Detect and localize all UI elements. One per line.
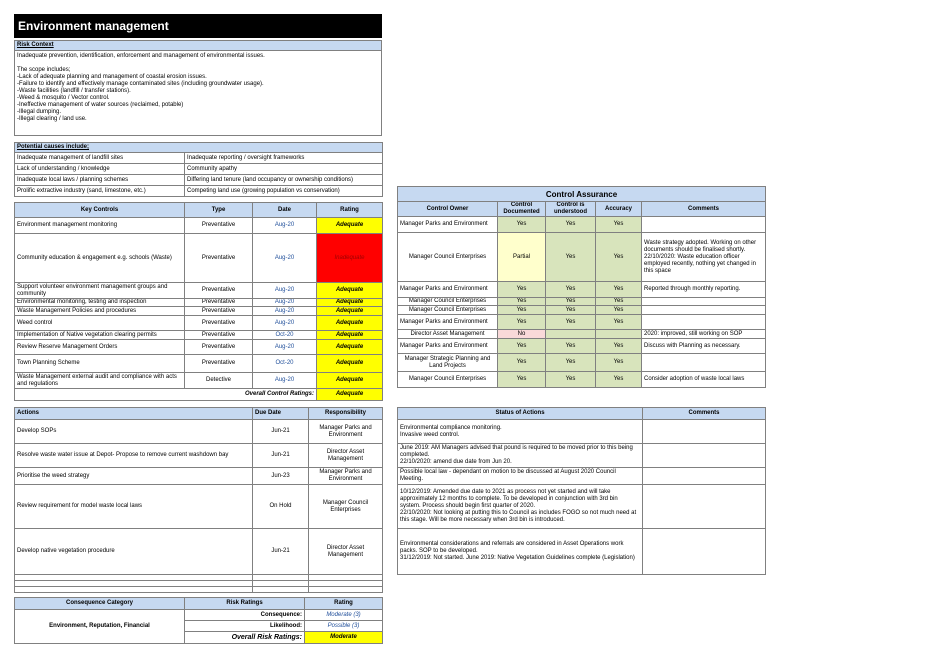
kc-name: Weed control (15, 316, 185, 331)
kc-date: Aug-20 (253, 283, 317, 299)
due-date-header: Due Date (253, 408, 309, 420)
status-header: Status of Actions (398, 408, 643, 420)
causes-table (14, 142, 383, 197)
ca-owner: Manager Strategic Planning and Land Projects (398, 354, 498, 372)
ca-owner: Manager Parks and Environment (398, 282, 498, 298)
kc-rating: Adequate (317, 355, 383, 373)
table-row (398, 354, 766, 372)
kc-rating: Adequate (317, 316, 383, 331)
consequence-category-header: Consequence Category (15, 598, 185, 610)
ca-comment (642, 315, 766, 330)
ca-accuracy: Yes (596, 354, 642, 372)
ca-documented: Yes (498, 298, 546, 306)
table-row (15, 234, 383, 283)
action-due: On Hold (253, 485, 309, 529)
table-row (398, 372, 766, 388)
ca-accuracy: Yes (596, 298, 642, 306)
kc-rating: Adequate (317, 299, 383, 307)
causes-label: Potential causes include; (15, 143, 383, 153)
table-row (398, 282, 766, 298)
ca-comment (642, 306, 766, 315)
kc-name: Waste Management Policies and procedures (15, 307, 185, 316)
ca-owner: Manager Council Enterprises (398, 306, 498, 315)
ca-comment: Waste strategy adopted. Working on other documents should be finalised shortly. 22/10/2020: Waste education officer employed recently, nothing yet changed in this space (642, 233, 766, 282)
kc-type: Detective (185, 373, 253, 389)
consequence-value: Moderate (3) (305, 610, 383, 621)
overall-risk-value: Moderate (305, 632, 383, 644)
cause-cell: Prolific extractive industry (sand, limestone, etc.) (15, 186, 185, 197)
control-assurance-title: Control Assurance (398, 187, 766, 202)
action-responsibility: Director Asset Management (309, 529, 383, 575)
action-due: Jun-21 (253, 529, 309, 575)
kc-date: Aug-20 (253, 234, 317, 283)
consequence-label: Consequence: (255, 610, 305, 621)
ca-understood: Yes (546, 233, 596, 282)
likelihood-label: Likelihood: (255, 621, 305, 632)
action-due: Jun-23 (253, 468, 309, 485)
action-responsibility: Manager Parks and Environment (309, 420, 383, 444)
risk-ratings-header: Risk Ratings (185, 598, 305, 610)
overall-control-value: Adequate (317, 389, 383, 401)
kc-type: Preventative (185, 299, 253, 307)
cause-cell: Inadequate local laws / planning schemes (15, 175, 185, 186)
cause-cell: Community apathy (185, 164, 383, 175)
ca-documented: Yes (498, 372, 546, 388)
ca-understood: Yes (546, 339, 596, 354)
kc-rating: Adequate (317, 283, 383, 299)
ca-accuracy: Yes (596, 233, 642, 282)
kc-rating: Inadequate (317, 234, 383, 283)
ca-comment: Reported through monthly reporting. (642, 282, 766, 298)
table-row (15, 340, 383, 355)
ca-accuracy: Yes (596, 339, 642, 354)
kc-name: Support volunteer environment management groups and community (15, 283, 185, 299)
table-row (398, 420, 766, 444)
ca-accuracy: Yes (596, 282, 642, 298)
ca-documented: Yes (498, 315, 546, 330)
kc-date: Aug-20 (253, 299, 317, 307)
table-row (398, 485, 766, 529)
actions-header: Actions (15, 408, 253, 420)
ca-comment: Consider adoption of waste local laws (642, 372, 766, 388)
cause-cell: Inadequate management of landfill sites (15, 153, 185, 164)
action-text: Develop native vegetation procedure (15, 529, 253, 575)
ca-owner: Manager Parks and Environment (398, 217, 498, 233)
ca-header-comments: Comments (642, 202, 766, 217)
status-of-actions-table (397, 407, 766, 575)
table-row (15, 468, 383, 485)
kc-type: Preventative (185, 218, 253, 234)
actions-table (14, 407, 383, 593)
table-row (15, 299, 383, 307)
kc-type: Preventative (185, 355, 253, 373)
action-responsibility: Director Asset Management (309, 444, 383, 468)
action-due: Jun-21 (253, 420, 309, 444)
kc-rating: Adequate (317, 373, 383, 389)
kc-date: Oct-20 (253, 331, 317, 340)
kc-rating: Adequate (317, 218, 383, 234)
table-row (15, 355, 383, 373)
ca-accuracy: Yes (596, 372, 642, 388)
consequence-category: Environment, Reputation, Financial (15, 610, 185, 644)
ca-comment (642, 354, 766, 372)
cause-cell: Inadequate reporting / oversight frameworks (185, 153, 383, 164)
table-row (15, 307, 383, 316)
kc-type: Preventative (185, 340, 253, 355)
table-row (15, 420, 383, 444)
ca-header-accuracy: Accuracy (596, 202, 642, 217)
kc-name: Waste Management external audit and compliance with acts and regulations (15, 373, 185, 389)
ca-understood (546, 330, 596, 339)
action-responsibility: Manager Parks and Environment (309, 468, 383, 485)
ca-accuracy: Yes (596, 315, 642, 330)
ca-accuracy (596, 330, 642, 339)
cause-cell: Lack of understanding / knowledge (15, 164, 185, 175)
ca-owner: Manager Parks and Environment (398, 339, 498, 354)
table-row (15, 444, 383, 468)
ca-header-owner: Control Owner (398, 202, 498, 217)
risk-context-text: Inadequate prevention, identification, enforcement and management of environmental issues. The scope includes; -Lack of adequate planning and management of coastal erosion issues. -Failure to identify and effectively manage contaminated sites (including groundwater usage). -Waste facilities (landfill / transfer stations). -Weed & mosquito / Vector control. -Ineffective management of water sources (reclaimed, potable) -Illegal dumping. -Illegal clearing / land use. (15, 51, 382, 136)
ca-understood: Yes (546, 315, 596, 330)
kc-name: Implementation of Native vegetation clearing permits (15, 331, 185, 340)
ca-documented: No (498, 330, 546, 339)
table-row (15, 283, 383, 299)
table-row (15, 218, 383, 234)
key-controls-table (14, 202, 383, 401)
kc-date: Oct-20 (253, 355, 317, 373)
action-responsibility: Manager Council Enterprises (309, 485, 383, 529)
ca-comment (642, 298, 766, 306)
ca-understood: Yes (546, 298, 596, 306)
table-row (15, 485, 383, 529)
kc-rating: Adequate (317, 307, 383, 316)
overall-risk-label: Overall Risk Ratings: (185, 632, 305, 644)
kc-header-date: Date (253, 203, 317, 218)
table-row (398, 306, 766, 315)
table-row (15, 316, 383, 331)
table-row (398, 217, 766, 233)
risk-context-table (14, 40, 382, 136)
kc-name: Town Planning Scheme (15, 355, 185, 373)
cause-cell: Competing land use (growing population vs conservation) (185, 186, 383, 197)
status-text: Environmental considerations and referrals are considered in Asset Operations work packs. SOP to be developed. 31/12/2019: Not started. June 2019: Native Vegetation Guidelines complete (Legislation) (398, 529, 643, 575)
ca-documented: Yes (498, 282, 546, 298)
table-row (15, 529, 383, 575)
ca-owner: Manager Council Enterprises (398, 372, 498, 388)
table-row (398, 468, 766, 485)
ca-understood: Yes (546, 282, 596, 298)
ca-documented: Yes (498, 306, 546, 315)
consequence-table (14, 597, 383, 644)
ca-accuracy: Yes (596, 217, 642, 233)
status-comments-header: Comments (643, 408, 766, 420)
kc-name: Community education & engagement e.g. schools (Waste) (15, 234, 185, 283)
kc-rating: Adequate (317, 331, 383, 340)
action-text: Develop SOPs (15, 420, 253, 444)
kc-type: Preventative (185, 331, 253, 340)
ca-understood: Yes (546, 354, 596, 372)
kc-date: Aug-20 (253, 307, 317, 316)
action-text: Resolve waste water issue at Depot- Propose to remove current washdown bay (15, 444, 253, 468)
page-title: Environment management (14, 14, 382, 38)
table-row (15, 587, 383, 593)
action-text: Review requirement for model waste local laws (15, 485, 253, 529)
status-text: Possible local law - dependant on motion to be discussed at August 2020 Council Meeting. (398, 468, 643, 485)
table-row (398, 444, 766, 468)
ca-owner: Director Asset Management (398, 330, 498, 339)
cause-cell: Differing land tenure (land occupancy or ownership conditions) (185, 175, 383, 186)
table-row (398, 298, 766, 306)
kc-type: Preventative (185, 307, 253, 316)
table-row (398, 330, 766, 339)
action-text: Prioritise the weed strategy (15, 468, 253, 485)
ca-comment (642, 217, 766, 233)
ca-understood: Yes (546, 306, 596, 315)
ca-documented: Partial (498, 233, 546, 282)
ca-owner: Manager Council Enterprises (398, 233, 498, 282)
status-text: Environmental compliance monitoring. Invasive weed control. (398, 420, 643, 444)
status-text: 10/12/2019: Amended due date to 2021 as process not yet started and will take approximately 12 months to complete. To be developed in conjunction with 3rd bin system. Process should begin first quarter of 2020. 22/10/2020: Not looking at putting this to Council as includes FOGO so not much need at this stage. Will be more necessary when 3rd bin is introduced. (398, 485, 643, 529)
table-row (398, 315, 766, 330)
table-row (398, 233, 766, 282)
ca-documented: Yes (498, 339, 546, 354)
kc-date: Aug-20 (253, 373, 317, 389)
kc-type: Preventative (185, 316, 253, 331)
kc-date: Aug-20 (253, 340, 317, 355)
ca-owner: Manager Council Enterprises (398, 298, 498, 306)
table-row (15, 331, 383, 340)
overall-control-label: Overall Control Ratings: (15, 389, 317, 401)
kc-name: Environment management monitoring (15, 218, 185, 234)
kc-header-controls: Key Controls (15, 203, 185, 218)
kc-header-type: Type (185, 203, 253, 218)
control-assurance-table (397, 186, 766, 388)
kc-rating: Adequate (317, 340, 383, 355)
rating-header: Rating (305, 598, 383, 610)
ca-understood: Yes (546, 217, 596, 233)
ca-documented: Yes (498, 354, 546, 372)
ca-accuracy: Yes (596, 306, 642, 315)
ca-documented: Yes (498, 217, 546, 233)
table-row (398, 339, 766, 354)
responsibility-header: Responsibility (309, 408, 383, 420)
ca-comment: 2020: improved, still working on SOP (642, 330, 766, 339)
ca-comment: Discuss with Planning as necessary. (642, 339, 766, 354)
ca-owner: Manager Parks and Environment (398, 315, 498, 330)
kc-date: Aug-20 (253, 316, 317, 331)
action-due: Jun-21 (253, 444, 309, 468)
table-row (398, 529, 766, 575)
ca-header-documented: Control Documented (498, 202, 546, 217)
kc-date: Aug-20 (253, 218, 317, 234)
kc-type: Preventative (185, 283, 253, 299)
table-row (15, 373, 383, 389)
ca-header-understood: Control is understood (546, 202, 596, 217)
kc-type: Preventative (185, 234, 253, 283)
risk-context-label: Risk Context (15, 41, 382, 51)
status-text: June 2019: AM Managers advised that pound is required to be moved prior to this being completed. 22/10/2020: amend due date from Jun 20. (398, 444, 643, 468)
kc-header-rating: Rating (317, 203, 383, 218)
ca-understood: Yes (546, 372, 596, 388)
likelihood-value: Possible (3) (305, 621, 383, 632)
kc-name: Review Reserve Management Orders (15, 340, 185, 355)
kc-name: Environmental monitoring, testing and inspection (15, 299, 185, 307)
